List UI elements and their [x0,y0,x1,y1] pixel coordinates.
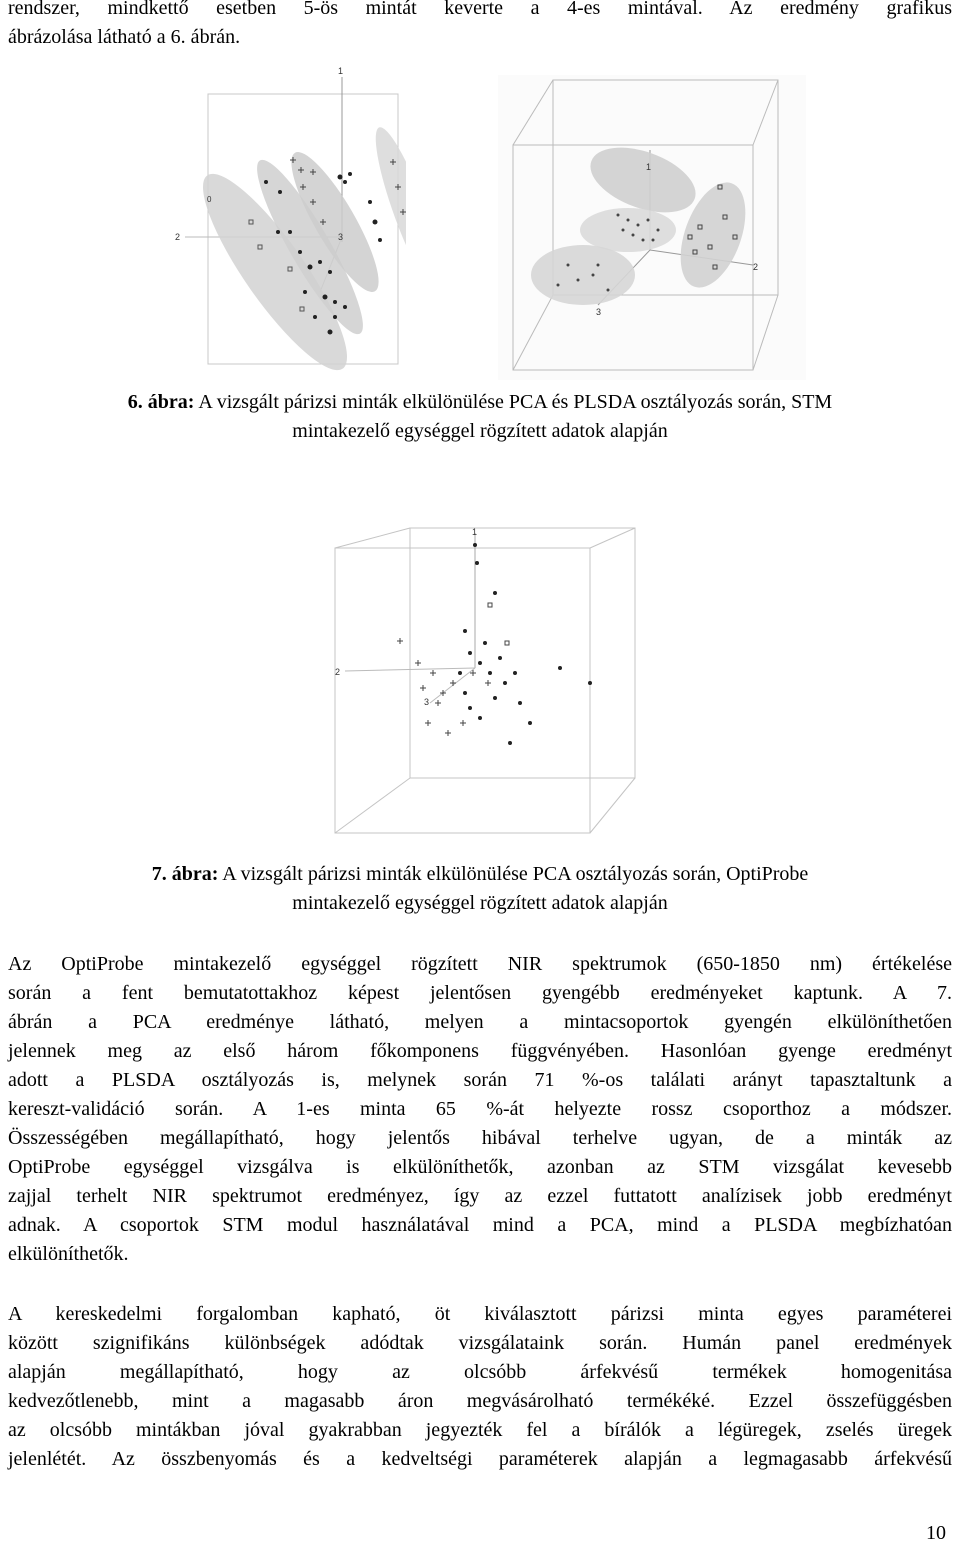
paragraph-2-line-1: A kereskedelmi forgalomban kapható, öt kiválasztott párizsi minta egyes paraméterei [8,1303,952,1325]
paragraph-2-line-5: az olcsóbb mintákban jóval gyakrabban jegyezték fel a bírálók a légüregek, zselés üregek [8,1419,952,1441]
axis-label-1: 1 [472,527,478,537]
figure6-caption-label: 6. ábra: [127,391,195,413]
axis-label-2: 2 [753,262,759,272]
axis-label-3: 3 [596,307,602,317]
figure7-caption-line-1: 7. ábra: A vizsgált párizsi minták elkülönülése PCA osztályozás során, OptiProbe [151,863,809,885]
paragraph-1-line-9: zajjal terhelt NIR spektrumot eredményez, így az ezzel futtatott analízisek jobb eredményt [8,1185,952,1207]
figure6-right-plot [498,75,806,380]
intro-line-1: rendszer, mindkettő esetben 5-ös mintát keverte a 4-es mintával. Az eredmény grafikus [8,0,952,19]
axis-label-1: 1 [646,162,652,172]
cluster-ellipse-icon [531,245,635,305]
paragraph-1-line-2: során a fent bemutatottakhoz képest jelentősen gyengébb eredményeket kaptunk. A 7. [8,982,952,1004]
cluster-ellipse-icon [580,208,676,252]
figure7-caption-line-2: mintakezelő egységgel rögzített adatok alapján [292,892,668,914]
axis-label-3: 3 [424,697,430,707]
axis-label-1: 1 [338,66,344,76]
paragraph-1-line-7: Összességében megállapítható, hogy jelentős hibával terhelve ugyan, de a minták az [8,1127,952,1149]
paragraph-1-line-11: elkülöníthetők. [8,1243,129,1265]
figure7-caption-label: 7. ábra: [151,863,219,885]
figure6-left-plot [170,62,406,380]
paragraph-1-line-5: adott a PLSDA osztályozás is, melynek során 71 %-os találati arányt tapasztaltunk a [8,1069,952,1091]
page-number: 10 [926,1522,946,1544]
paragraph-1-line-3: ábrán a PCA eredménye látható, melyen a mintacsoportok gyengén elkülöníthetően [8,1011,952,1033]
paragraph-1-line-10: adnak. A csoportok STM modul használatával mind a PCA, mind a PLSDA megbízhatóan [8,1214,952,1236]
paragraph-1-line-4: jelennek meg az első három főkomponens függvényében. Hasonlóan gyenge eredményt [8,1040,952,1062]
figure6-caption-line-2: mintakezelő egységgel rögzített adatok alapján [292,420,668,442]
axis-label-2: 2 [175,232,181,242]
paragraph-2-line-4: kedvezőtlenebb, mint a magasabb áron megvásárolható termékéké. Ezzel összefüggésben [8,1390,952,1412]
paragraph-1-line-8: OptiProbe egységgel vizsgálva is elkülöníthetők, azonban az STM vizsgálat kevesebb [8,1156,952,1178]
figure6-caption-line-1: 6. ábra: A vizsgált párizsi minták elkülönülése PCA és PLSDA osztályozás során, STM [127,391,833,413]
paragraph-2-line-3: alapján megállapítható, hogy az olcsóbb árfekvésű termékek homogenitása [8,1361,952,1383]
paragraph-1-line-1: Az OptiProbe mintakezelő egységgel rögzített NIR spektrumok (650-1850 nm) értékelése [8,953,952,975]
axis-label-2: 2 [335,667,341,677]
paragraph-1-line-6: kereszt-validáció során. A 1-es minta 65 %-át helyezte rossz csoporthoz a módszer. [8,1098,952,1120]
figure7-plot [320,523,642,843]
axis-label-0: 0 [207,195,212,204]
intro-line-2: ábrázolása látható a 6. ábrán. [8,26,241,48]
paragraph-2-line-2: között szignifikáns különbségek adódtak vizsgálataink során. Humán panel eredmények [8,1332,952,1354]
paragraph-2-line-6: jelenlétét. Az összbenyomás és a kedveltségi paraméterek alapján a legmagasabb árfekvésű [8,1448,952,1470]
axis-label-3: 3 [338,232,344,242]
